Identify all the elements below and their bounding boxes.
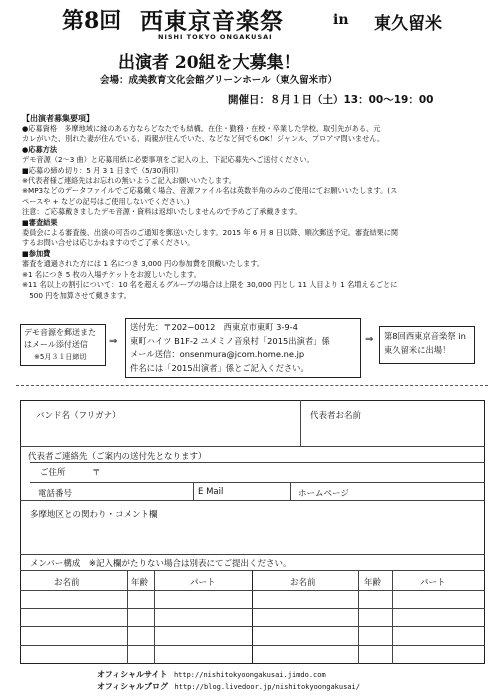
table-row[interactable] — [20, 608, 485, 609]
member-name-header: お名前 — [54, 578, 80, 588]
band-name-field[interactable]: バンド名（フリガナ） — [36, 411, 121, 421]
official-site-link[interactable]: http://nishitokyoongakusai.jimdo.com — [173, 671, 326, 679]
send-address-line: メール送信：onsenmura@jcom.home.ne.jp — [130, 349, 305, 359]
send-address-line: 送付先：〒202−0012 西東京市東町 3-9-4 — [130, 322, 298, 332]
table-row[interactable] — [20, 626, 485, 627]
official-site-label: オフィシャルサイト — [97, 670, 168, 679]
official-blog-link[interactable]: http://blog.livedoor.jp/nishitokyoongakusai/ — [174, 683, 360, 691]
venue-text: 会場：成美教育文化会館グリーンホール（東久留米市） — [100, 75, 338, 86]
email-field[interactable]: E Mail — [198, 487, 224, 497]
footer — [97, 669, 360, 693]
table-row[interactable] — [20, 645, 485, 646]
event-date: 開催日：８月１日（土）13：00〜19：00 — [228, 94, 434, 106]
festival-logo: 西東京音楽祭 — [140, 8, 284, 35]
guide-line: 注意：ご応募戴きましたデモ音源・資料は返却いたしませんので予めご了承戴きます。 — [22, 207, 302, 217]
guide-line: ■参加費 — [22, 248, 51, 258]
guide-line: ※代表者様ご連絡先はお忘れの無いようご記入お願いいたします。 — [22, 176, 236, 186]
member-part-header: パート — [420, 578, 446, 588]
guide-line: ■応募の締め切り：5 月 3 1 日まで（5/30消印） — [22, 165, 183, 175]
send-address-box — [125, 318, 361, 378]
guide-line: 500 円を加算させて戴きます。 — [22, 290, 131, 300]
demo-submit-line: デモ音源を郵送また — [24, 328, 96, 337]
member-part-header: パート — [190, 578, 216, 588]
guide-line: ●応募資格 多摩地域に縁のある方ならどなたでも結構。在住・勤務・在校・卒業した学校、取引先がある、元 — [22, 124, 381, 133]
guide-line: するお問い合せは応じかねますのでご了承ください。 — [22, 238, 195, 248]
send-address-line: 件名には「2015出演者」係とご記入ください。 — [130, 362, 309, 373]
arrow-icon: ⇒ — [365, 334, 374, 345]
festival-logo-sub: NISHI TOKYO ONGAKUSAI — [158, 33, 273, 41]
demo-submit-box — [20, 324, 106, 366]
member-name-header: お名前 — [290, 578, 316, 588]
guide-line: ■審査結果 — [22, 217, 58, 227]
address-field[interactable]: ご住所 — [40, 468, 66, 478]
result-line: 東久留米に出場！ — [384, 345, 451, 355]
members-label: メンバー構成 ※記入欄がたりない場合は別表にてご提出ください。 — [30, 559, 292, 569]
comment-field[interactable]: 多摩地区との関わり・コメント欄 — [30, 510, 158, 520]
guide-line: デモ音源（2〜3 曲）と応募用紙に必要事項をご記入の上、下記応募先へご送付ください。 — [22, 155, 314, 165]
guide-line: ※11 名以上の割引について：10 名を超えるグループの場合は上限を 30,000 円とし 11 人目より 1 名増えるごとに — [22, 280, 398, 290]
arrow-icon: ⇒ — [109, 336, 118, 347]
guide-line: ●応募方法 — [22, 144, 58, 154]
contact-label: 代表者ご連絡先（ご案内の送付先となります） — [28, 452, 207, 462]
phone-field[interactable]: 電話番号 — [38, 489, 73, 499]
recruit-headline: 出演者 20組を大募集！ — [118, 53, 301, 73]
homepage-field[interactable]: ホームページ — [298, 489, 349, 499]
result-box — [379, 326, 475, 364]
guide-title: 【出演者募集要項】 — [22, 114, 94, 123]
guide-line: ※MP3などのデータファイルでご応募戴く場合、音源ファイル名は英数半角のみのご使用にてお願いいたします。(ス — [22, 186, 398, 196]
member-age-header: 年齢 — [131, 578, 149, 588]
demo-submit-line: はメール添付送信 — [24, 340, 88, 349]
official-blog-label: オフィシャルブログ — [97, 682, 168, 691]
send-address-line: 東町ハイツ B1F-2 ユメミノ音泉村「2015出演者」係 — [130, 335, 330, 346]
rep-name-field[interactable]: 代表者お名前 — [310, 411, 362, 421]
city-name: 東久留米 — [374, 14, 442, 34]
cut-line — [16, 385, 488, 386]
guide-line: ペースや + などの記号はご使用しないでください。) — [22, 196, 190, 206]
guide-line: 審査を通過された方には 1 名につき 3,000 円の参加費を頂戴いたします。 — [22, 259, 265, 269]
edition-label: 第8回 — [62, 8, 122, 34]
demo-submit-line: ※5月３１日締切 — [34, 353, 87, 361]
guide-line: カレがいた、別れた妻が住んでいる、両親が住んでいた、などなど何でもOK！ジャンル、プロアマ問いません。 — [22, 134, 385, 144]
guide-line: 委員会による審査後、出演の可否のご通知を郵送いたします。2015 年 6 月 8 日以降、順次郵送予定。審査結果に関 — [22, 228, 399, 238]
member-age-header: 年齢 — [364, 578, 382, 588]
in-word: in — [333, 12, 349, 28]
guide-section — [22, 113, 492, 301]
guide-line: ※1 名につき 5 枚の入場チケットをお渡しいたします。 — [22, 269, 201, 279]
postal-mark: 〒 — [92, 468, 101, 478]
result-line: 第8回西東京音楽祭 in — [384, 331, 466, 341]
